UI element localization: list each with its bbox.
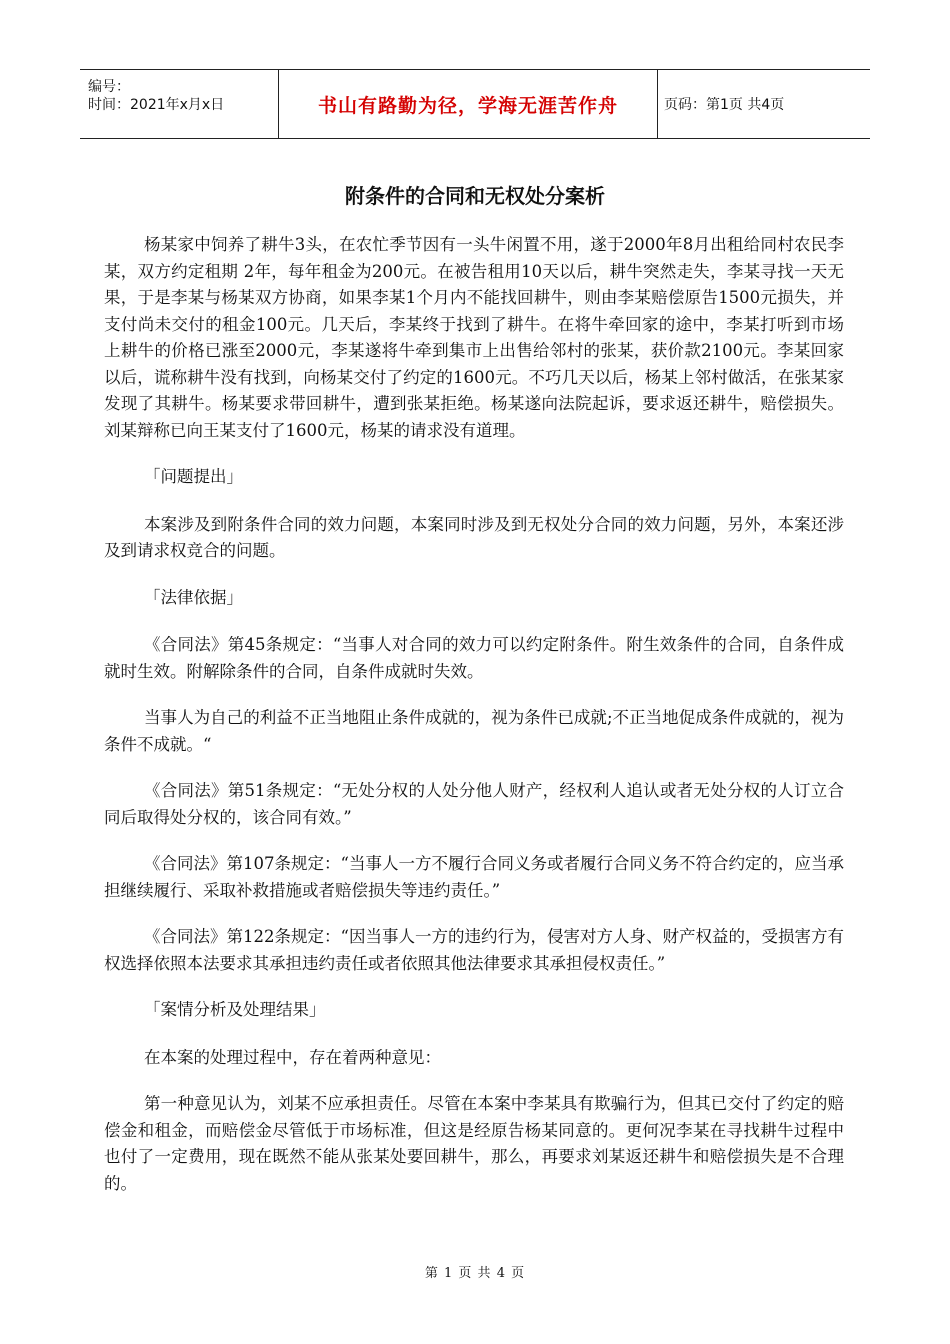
law-article-107: 《合同法》第107条规定：“当事人一方不履行合同义务或者履行合同义务不符合约定的，应当承担继续履行、采取补救措施或者赔偿损失等违约责任。”	[104, 854, 844, 900]
page-header	[80, 69, 870, 139]
motto-text: 书山有路勤为径，学海无涯苦作舟	[317, 94, 618, 117]
header-info-cell	[80, 70, 279, 138]
section-heading-legal-basis: 「法律依据」	[144, 587, 243, 607]
first-opinion-paragraph: 第一种意见认为，刘某不应承担责任。尽管在本案中李某具有欺骗行为，但其已交付了约定的赔偿金和租金，而赔偿金尽管低于市场标准，但这是经原告杨某同意的。更何况李某在寻找耕牛过程中也付了一定费用，现在既然不能从张某处要回耕牛，那么，再要求刘某返还耕牛和赔偿损失是不合理的。	[104, 1094, 844, 1193]
date-label: 时间：2021年x月x日	[88, 97, 225, 113]
law-article-45-continued: 当事人为自己的利益不正当地阻止条件成就的，视为条件已成就;不正当地促成条件成就的，视为条件不成就。“	[104, 708, 844, 754]
document-title: 附条件的合同和无权处分案析	[345, 184, 605, 208]
law-article-45: 《合同法》第45条规定：“当事人对合同的效力可以约定附条件。附生效条件的合同，自条件成就时生效。附解除条件的合同，自条件成就时失效。	[104, 635, 844, 681]
law-article-122: 《合同法》第122条规定：“因当事人一方的违约行为，侵害对方人身、财产权益的，受损害方有权选择依照本法要求其承担违约责任或者依照其他法律要求其承担侵权责任。”	[104, 927, 844, 973]
law-article-51: 《合同法》第51条规定：“无处分权的人处分他人财产，经权利人追认或者无处分权的人订立合同后取得处分权的，该合同有效。”	[104, 781, 844, 827]
header-motto-cell	[279, 70, 658, 138]
number-label: 编号：	[88, 79, 130, 95]
section-heading-question: 「问题提出」	[144, 467, 243, 486]
page-info: 页码：第1页 共4页	[664, 97, 785, 113]
section-heading-analysis: 「案情分析及处理结果」	[144, 1000, 326, 1019]
case-facts-paragraph: 杨某家中饲养了耕牛3头，在农忙季节因有一头牛闲置不用，遂于2000年8月出租给同村农民李某，双方约定租期 2年，每年租金为200元。在被告租用10天以后，耕牛突然走失，李某寻找一天无果，于是李某与杨某双方协商，如果李某1个月内不能找回耕牛，则由李某赔偿原告1500元损失，并支付尚未交付的租金100元。几天后，李某终于找到了耕牛。在将牛牵回家的途中，李某打听到市场上耕牛的价格已涨至2000元，李某遂将牛牵到集市上出售给邻村的张某，获价款2100元。李某回家以后，谎称耕牛没有找到，向杨某交付了约定的1600元。不巧几天以后，杨某上邻村做活，在张某家发现了其耕牛。杨某要求带回耕牛，遭到张某拒绝。杨某遂向法院起诉，要求返还耕牛，赔偿损失。刘某辩称已向王某支付了1600元，杨某的请求没有道理。	[104, 235, 844, 440]
question-paragraph: 本案涉及到附条件合同的效力问题，本案同时涉及到无权处分合同的效力问题，另外，本案还涉及到请求权竞合的问题。	[104, 514, 844, 560]
document-body	[104, 232, 844, 1217]
opinions-intro: 在本案的处理过程中，存在着两种意见：	[144, 1047, 441, 1067]
page-footer: 第 1 页 共 4 页	[424, 1266, 526, 1281]
